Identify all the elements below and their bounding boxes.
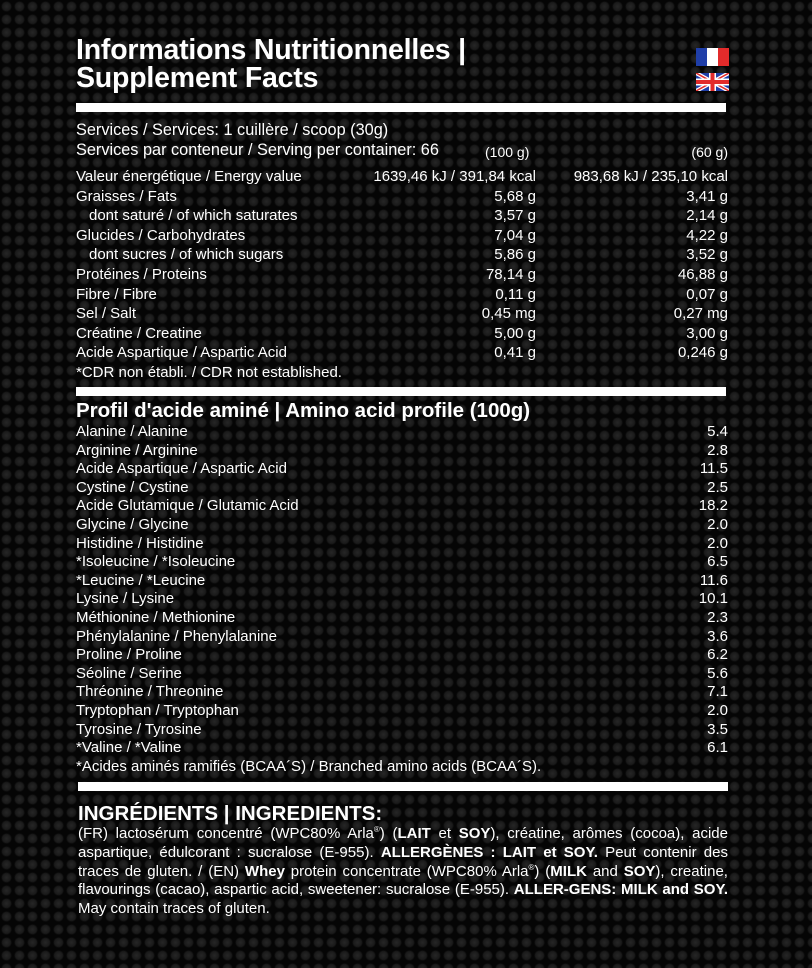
amino-label: Phénylalanine / Phenylalanine [76,627,277,645]
amino-row [76,665,728,684]
ingredient-text-segment: LAIT [397,825,431,842]
value-per-60g: 983,68 kJ / 235,10 kcal [573,168,728,185]
amino-row [76,646,728,665]
value-per-100g: 5,68 g [494,187,536,205]
value-per-60g: 46,88 g [677,265,728,283]
amino-value: 7.1 [707,683,728,701]
nutrient-label: Graisses / Fats [76,187,177,205]
amino-label: Thréonine / Threonine [76,683,224,701]
nutrition-row [76,285,728,305]
nutrition-row [76,167,728,187]
amino-label: Séoline / Serine [76,664,182,682]
value-per-100g: 7,04 g [494,226,536,244]
servings-per-container-row [76,140,728,160]
value-per-100g: 0,45 mg [481,305,536,323]
value-per-100g: 5,86 g [494,246,536,264]
column-header-100g: (100 g) [485,144,530,160]
ingredient-text-segment: ), creatine, flavourings (cacao), aspartic acid, sweetener: sucralose (E-955). [78,862,728,899]
bcaa-note: *Acides aminés ramifiés (BCAA´S) / Branched amino acids (BCAA´S). [76,758,542,775]
language-flags [696,48,729,98]
nutrition-row [76,226,728,246]
title-line-1: Informations Nutritionnelles | [76,34,466,66]
amino-value: 18.2 [698,497,728,515]
amino-label: *Isoleucine / *Isoleucine [76,553,236,571]
ingredient-text-segment: MILK [550,862,587,880]
nutrition-row [76,304,728,324]
value-per-100g: 78,14 g [485,265,536,283]
ingredient-text-segment: SOY [458,825,491,842]
amino-value: 6.1 [707,739,728,757]
amino-value: 2.0 [707,701,728,719]
ingredient-text-segment: ), créatine, arômes (cocoa), acide aspartique, édulcorant : sucralose (E-955). [78,825,728,861]
amino-row [76,442,728,461]
amino-value: 5.4 [707,423,728,440]
value-per-100g: 0,41 g [494,344,536,362]
ingredient-text-segment: ) ( [379,825,398,842]
value-per-100g: 3,57 g [494,207,536,225]
ingredient-text-segment: May contain traces of gluten. [78,900,270,918]
amino-value: 2.5 [707,478,728,496]
ingredient-text-segment: Peut contenir des traces de gluten. / (EN) [78,843,728,880]
ingredient-text-segment: ) ( [534,862,551,880]
amino-row [76,572,728,591]
amino-value: 10.1 [698,590,728,608]
amino-row [76,553,728,572]
amino-row [76,535,728,554]
amino-label: Méthionine / Methionine [76,608,236,626]
nutrient-label: Protéines / Proteins [76,265,207,283]
ingredient-text-segment: ALLERGÈNES : LAIT et SOY. [380,843,598,861]
ingredients-text [78,825,728,919]
value-per-60g: 3,41 g [686,187,728,205]
nutrient-label: dont sucres / of which sugars [89,246,284,264]
divider-bar [76,103,726,112]
value-per-100g: 0,11 g [495,285,536,303]
page-title [76,36,636,92]
nutrient-label: dont saturé / of which saturates [89,207,298,225]
amino-label: Cystine / Cystine [76,478,189,496]
value-per-60g: 0,27 mg [673,305,728,323]
amino-label: Histidine / Histidine [76,534,204,552]
amino-row [76,497,728,516]
amino-row [76,423,728,442]
amino-label: *Valine / *Valine [76,739,182,757]
amino-value: 3.6 [707,627,728,645]
amino-section-title: Profil d'acide aminé | Amino acid profile (100g) [76,399,531,422]
amino-value: 2.3 [707,608,728,626]
registered-mark: ® [373,825,380,834]
serving-info [76,120,728,160]
amino-row [76,721,728,740]
amino-row [76,479,728,498]
value-per-60g: 3,52 g [686,246,728,264]
amino-row [76,516,728,535]
cdr-note: *CDR non établi. / CDR not established. [76,364,342,381]
ingredients-title: INGRÉDIENTS | INGREDIENTS: [78,802,383,825]
amino-value: 2.8 [707,441,728,459]
amino-row [76,683,728,702]
value-per-60g: 3,00 g [686,324,728,342]
amino-row [76,628,728,647]
french-flag-icon [696,48,729,66]
nutrient-label: Valeur énergétique / Energy value [76,168,302,185]
ingredient-text-segment: ALLER-GENS: MILK and SOY. [513,881,728,899]
column-header-60g: (60 g) [691,144,728,160]
amino-row [76,702,728,721]
value-per-60g: 0,07 g [686,285,728,303]
amino-label: Proline / Proline [76,646,182,664]
amino-value: 11.5 [699,460,728,478]
uk-flag-icon [696,73,729,91]
amino-label: Alanine / Alanine [76,423,188,440]
amino-label: Acide Glutamique / Glutamic Acid [76,497,299,515]
amino-value: 6.2 [707,646,728,664]
amino-label: Glycine / Glycine [76,515,189,533]
amino-value: 3.5 [707,720,728,738]
nutrient-label: Acide Aspartique / Aspartic Acid [76,344,287,362]
value-per-60g: 2,14 g [686,207,728,225]
divider-bar [76,387,726,396]
nutrition-row [76,265,728,285]
divider-bar [78,782,728,791]
ingredient-text-segment: (FR) lactosérum concentré (WPC80% Arla [78,825,374,842]
amino-value: 5.6 [707,664,728,682]
amino-value: 6.5 [707,553,728,571]
amino-label: Arginine / Arginine [76,441,198,459]
ingredient-text-segment: SOY [623,862,656,880]
servings-per-container: Services par conteneur / Serving per container: 66 [76,141,439,159]
ingredient-text-segment: et [430,825,459,842]
ingredient-text-segment: protein concentrate (WPC80% Arla [284,862,529,880]
nutrition-row [76,245,728,265]
nutrient-label: Créatine / Creatine [76,324,202,342]
nutrition-table [76,167,728,363]
amino-label: Tryptophan / Tryptophan [76,701,239,719]
registered-mark: ® [528,862,535,872]
amino-label: Tyrosine / Tyrosine [76,720,202,738]
nutrient-label: Glucides / Carbohydrates [76,226,246,244]
ingredient-text-segment: Whey [244,862,285,880]
value-per-100g: 5,00 g [494,324,536,342]
value-per-100g: 1639,46 kJ / 391,84 kcal [373,168,536,185]
nutrition-row [76,187,728,207]
value-per-60g: 4,22 g [686,226,728,244]
amino-acid-table [76,423,728,758]
amino-value: 2.0 [707,534,728,552]
nutrient-label: Fibre / Fibre [76,285,157,303]
amino-value: 11.6 [699,571,728,589]
amino-label: *Leucine / *Leucine [76,571,206,589]
amino-label: Lysine / Lysine [76,590,175,608]
title-line-2: Supplement Facts [76,62,319,94]
amino-value: 2.0 [707,515,728,533]
ingredient-text-segment: and [586,862,624,880]
value-per-60g: 0,246 g [677,344,728,362]
nutrition-row [76,343,728,363]
nutrition-row [76,324,728,344]
amino-row [76,739,728,758]
amino-row [76,609,728,628]
amino-row [76,590,728,609]
nutrition-row [76,206,728,226]
amino-row [76,460,728,479]
serving-size: Services / Services: 1 cuillère / scoop (30g) [76,121,389,139]
amino-label: Acide Aspartique / Aspartic Acid [76,460,287,478]
nutrient-label: Sel / Salt [76,305,137,323]
